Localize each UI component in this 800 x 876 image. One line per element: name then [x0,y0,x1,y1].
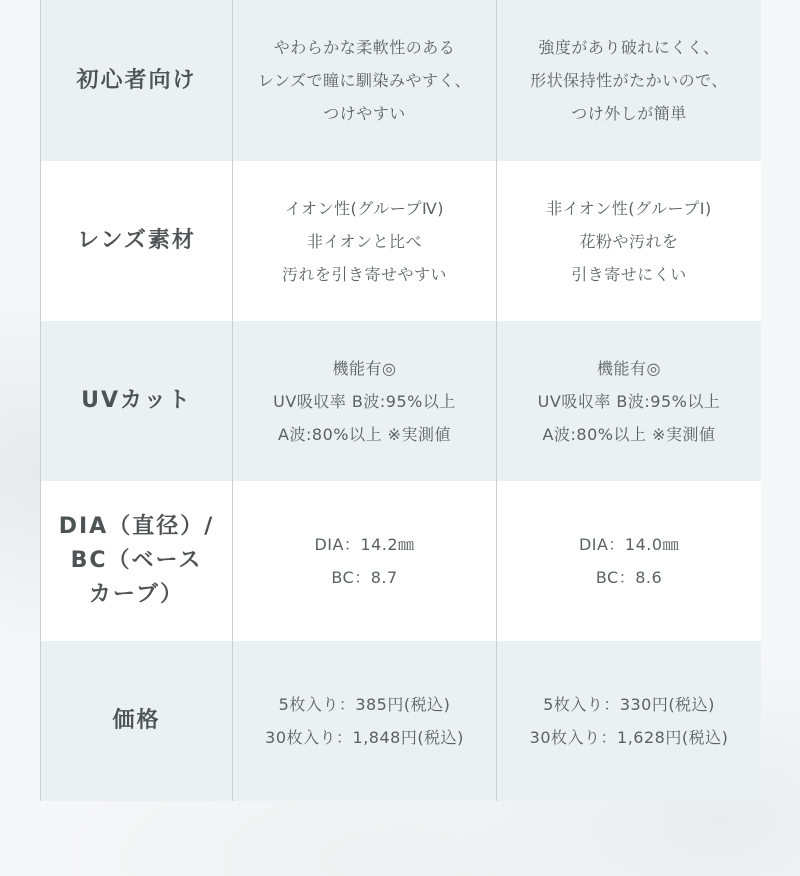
row-header-label: レンズ素材 [77,228,196,253]
cell-text-line: 5枚入り：385円(税込) [278,695,451,714]
cell-text-line: UV吸収率 B波:95%以上 [537,391,721,411]
cell-lens-b-price [497,641,761,801]
cell-text-line: レンズで瞳に馴染みやすく、 [257,71,472,90]
row-header-dia-bc [41,481,233,641]
row-header-label: 初心者向け [76,67,197,93]
cell-text-line: DIA：14.2㎜ [314,535,415,554]
row-header-label: カーブ） [88,582,185,607]
row-header-label: DIA（直径）/ [58,514,215,539]
row-header-price [41,641,233,801]
cell-lens-a-price [233,641,497,801]
cell-text-line: 30枚入り：1,628円(税込) [529,728,729,747]
cell-lens-a-material [233,161,497,321]
cell-lens-b-beginner [497,0,761,161]
cell-lens-b-material [497,161,761,321]
cell-lens-a-uv [233,321,497,481]
cell-text-line: 強度があり破れにくく、 [538,38,720,57]
cell-text-line: 非イオンと比べ [306,231,422,251]
cell-text-line: 5枚入り：330円(税込) [543,695,715,714]
cell-text-line: DIA：14.0㎜ [578,535,680,554]
cell-lens-b-uv [497,321,761,481]
cell-text-line: つけ外しが簡単 [571,104,687,123]
cell-lens-b-dia-bc [497,481,761,641]
cell-text-line: つけやすい [323,104,406,123]
cell-lens-a-beginner [233,0,497,161]
cell-text-line: 非イオン性(グループI) [546,198,712,218]
row-header-label: 価格 [112,708,161,733]
cell-text-line: A波:80%以上 ※実測値 [542,424,716,444]
cell-text-line: 30枚入り：1,848円(税込) [265,728,464,747]
row-header-beginner [41,0,233,161]
cell-text-line: やわらかな柔軟性のある [273,38,456,57]
cell-text-line: 機能有◎ [597,358,661,378]
cell-lens-a-dia-bc [233,481,497,641]
cell-text-line: 形状保持性がたかいので、 [530,71,728,90]
cell-text-line: BC：8.7 [331,568,398,587]
cell-text-line: BC：8.6 [595,568,663,587]
cell-text-line: UV吸収率 B波:95%以上 [273,391,456,411]
row-header-uv [41,321,233,481]
cell-text-line: 花粉や汚れを [579,231,679,251]
row-header-material [41,161,233,321]
comparison-table [40,0,760,801]
cell-text-line: A波:80%以上 ※実測値 [278,424,451,444]
row-header-label: UVカット [81,388,192,413]
cell-text-line: 機能有◎ [332,358,397,378]
cell-text-line: 汚れを引き寄せやすい [281,264,447,284]
cell-text-line: 引き寄せにくい [571,264,687,284]
row-header-label: BC（ベース [70,548,203,573]
cell-text-line: イオン性(グループⅣ) [284,198,444,218]
